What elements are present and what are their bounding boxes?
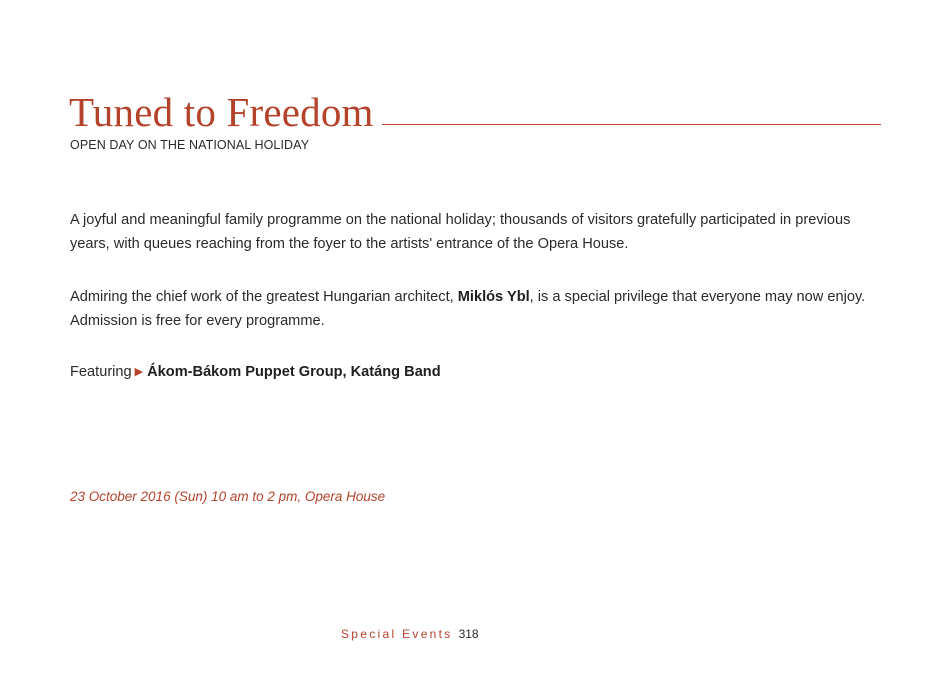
architect-name: Miklós Ybl (457, 289, 530, 305)
page-title: Tuned to Freedom (69, 89, 374, 135)
featuring-line (70, 360, 870, 384)
description-paragraph: A joyful and meaningful family programme on the national holiday; thousands of visitors gratefully participated in previous years, with queues reaching from the foyer to the artists' entrance of the Opera House. (70, 212, 851, 252)
architect-text-before: Admiring the chief work of the greatest Hungarian architect, (70, 289, 458, 305)
play-arrow-icon: ▶ (134, 366, 144, 378)
event-date: 23 October 2016 (Sun) 10 am to 2 pm, Opera House (70, 489, 386, 504)
footer-section: Special Events (341, 627, 453, 641)
architect-text-after: , is a special privilege that everyone may now enjoy. Admission is free for every programme. (70, 289, 866, 329)
architect-paragraph (70, 285, 870, 333)
title-row (69, 90, 881, 134)
page-footer (341, 627, 479, 641)
page-subtitle: OPEN DAY ON THE NATIONAL HOLIDAY (70, 138, 310, 152)
featuring-performers: Ákom-Bákom Puppet Group, Katáng Band (147, 364, 441, 380)
page-number: 318 (458, 627, 479, 641)
title-rule (382, 124, 881, 125)
featuring-label: Featuring (70, 364, 132, 380)
